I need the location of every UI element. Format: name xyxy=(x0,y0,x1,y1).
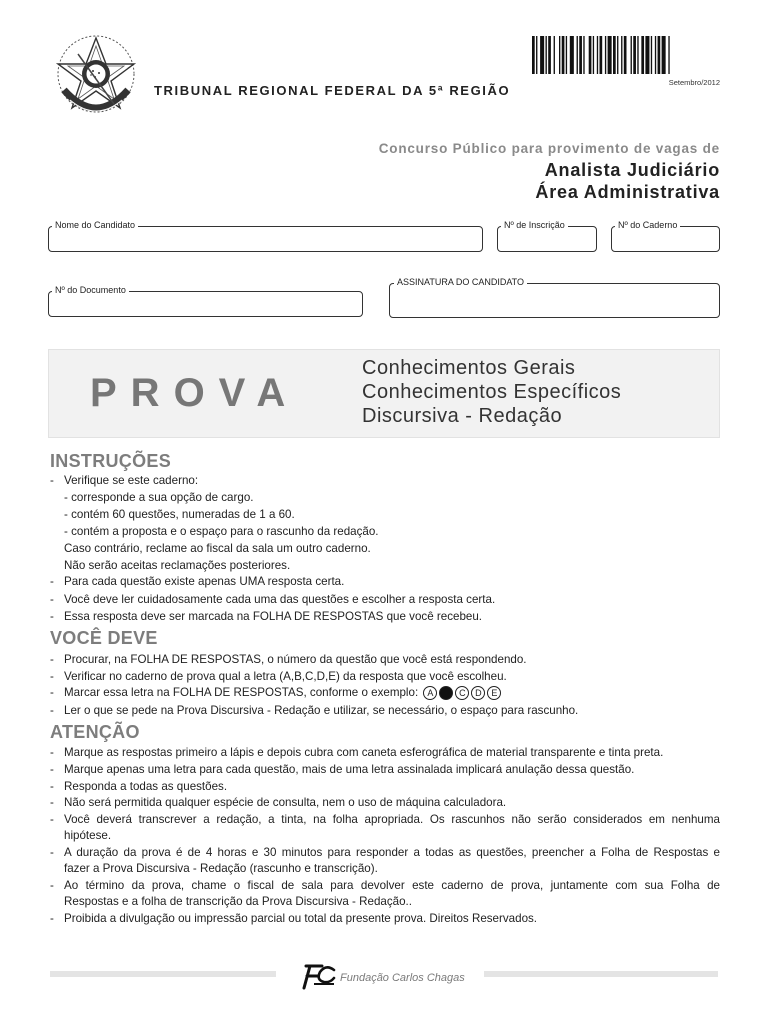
barcode-bar xyxy=(562,36,565,74)
barcode-bar xyxy=(651,36,652,74)
answer-example-a-icon: A xyxy=(423,686,437,700)
cargo-area: Área Administrativa xyxy=(535,182,720,202)
barcode-bar xyxy=(566,36,567,74)
bullet-dash: - xyxy=(50,846,54,859)
bullet-dash: - xyxy=(50,704,54,717)
footer-bar-right xyxy=(484,971,718,977)
voce-deve-line: Verificar no caderno de prova qual a letra (A,B,C,D,E) da resposta que você escolheu. xyxy=(64,670,507,683)
atencao-line: Responda a todas as questões. xyxy=(64,780,228,793)
voce-deve-heading: VOCÊ DEVE xyxy=(50,628,158,648)
atencao-line: Não será permitida qualquer espécie de consulta, nem o uso de máquina calculadora. xyxy=(64,796,507,809)
barcode-bar xyxy=(613,36,616,74)
barcode-bar xyxy=(536,36,537,74)
prova-subject-2: Conhecimentos Específicos xyxy=(362,381,622,403)
bullet-dash: - xyxy=(50,575,54,588)
brazil-coat-of-arms-seal xyxy=(48,30,144,126)
atencao-line: Proibida a divulgação ou impressão parcial ou total da presente prova. Direitos Reservados. xyxy=(64,912,538,925)
barcode-bar xyxy=(658,36,661,74)
tribunal-title: TRIBUNAL REGIONAL FEDERAL DA 5ª REGIÃO xyxy=(154,83,511,98)
barcode-bar xyxy=(637,36,638,74)
barcode-bar xyxy=(631,36,632,74)
bullet-dash: - xyxy=(50,912,54,925)
instruction-line: - contém a proposta e o espaço para o rascunho da redação. xyxy=(64,525,379,538)
atencao-line: A duração da prova é de 4 horas e 30 minutos para responder a todas as questões, preencher a Folha de Respostas e xyxy=(64,846,720,859)
prova-subject-3: Discursiva - Redação xyxy=(362,405,563,427)
foundation-name: Fundação Carlos Chagas xyxy=(340,972,465,984)
instruction-line: Não serão aceitas reclamações posteriores. xyxy=(64,559,291,572)
fcc-logo-icon xyxy=(300,962,336,990)
barcode-bar xyxy=(641,36,644,74)
bullet-dash: - xyxy=(50,879,54,892)
bullet-dash: - xyxy=(50,746,54,759)
barcode-bar xyxy=(624,36,627,74)
bullet-dash: - xyxy=(50,593,54,606)
barcode xyxy=(532,36,720,74)
barcode-bar xyxy=(597,36,598,74)
barcode-bar xyxy=(605,36,606,74)
instruction-line: Caso contrário, reclame ao fiscal da sala um outro caderno. xyxy=(64,542,371,555)
document-number-label: Nº do Documento xyxy=(52,285,129,295)
prova-subject-1: Conhecimentos Gerais xyxy=(362,357,576,379)
barcode-bar xyxy=(655,36,656,74)
instruction-line: - corresponde a sua opção de cargo. xyxy=(64,491,254,504)
answer-example-d-icon: D xyxy=(471,686,485,700)
cargo-title: Analista Judiciário xyxy=(544,160,720,180)
registration-number-label: Nº de Inscrição xyxy=(501,220,568,230)
bullet-dash: - xyxy=(50,686,54,699)
answer-example-c-icon: C xyxy=(455,686,469,700)
candidate-name-label: Nome do Candidato xyxy=(52,220,138,230)
barcode-bar xyxy=(593,36,594,74)
bullet-dash: - xyxy=(50,610,54,623)
atencao-line: Ao término da prova, chame o fiscal de sala para devolver este caderno de prova, juntamente com sua Folha de xyxy=(64,879,720,892)
instructions-heading: INSTRUÇÕES xyxy=(50,451,172,471)
footer-bar-left xyxy=(50,971,276,977)
barcode-bar xyxy=(608,36,612,74)
atencao-line: Marque as respostas primeiro a lápis e depois cubra com caneta esferográfica de material transparente e tinta preta. xyxy=(64,746,664,759)
signature-field[interactable] xyxy=(389,283,720,318)
instruction-line: Você deve ler cuidadosamente cada uma das questões e escolher a resposta certa. xyxy=(64,593,496,606)
atencao-line: Você deverá transcrever a redação, a tinta, na folha apropriada. Os rascunhos não serão considerados em nenhuma xyxy=(64,813,720,826)
voce-deve-line: Ler o que se pede na Prova Discursiva - Redação e utilizar, se necessário, o espaço para rascunho. xyxy=(64,704,579,717)
exam-date: Setembro/2012 xyxy=(668,78,720,87)
atencao-heading: ATENÇÃO xyxy=(50,722,140,742)
barcode-bar xyxy=(600,36,603,74)
bullet-dash: - xyxy=(50,780,54,793)
barcode-bar xyxy=(546,36,547,74)
atencao-line: Marque apenas uma letra para cada questão, mais de uma letra assinalada implicará anulação dessa questão. xyxy=(64,763,635,776)
instruction-line: Para cada questão existe apenas UMA resposta certa. xyxy=(64,575,345,588)
voce-deve-line-text: Marcar essa letra na FOLHA DE RESPOSTAS, conforme o exemplo: xyxy=(64,686,419,700)
barcode-bar xyxy=(589,36,592,74)
bullet-dash: - xyxy=(50,763,54,776)
barcode-bar xyxy=(579,36,582,74)
barcode-bar xyxy=(577,36,578,74)
barcode-bar xyxy=(668,36,669,74)
instruction-line: Verifique se este caderno: xyxy=(64,474,199,487)
atencao-line: fazer a Prova Discursiva - Redação (rascunho e transcrição). xyxy=(64,862,378,875)
barcode-bar xyxy=(532,36,535,74)
concurso-subtitle: Concurso Público para provimento de vagas de xyxy=(378,141,720,156)
barcode-bar xyxy=(548,36,551,74)
barcode-bar xyxy=(662,36,666,74)
bullet-dash: - xyxy=(50,670,54,683)
voce-deve-line xyxy=(64,686,501,700)
bullet-dash: - xyxy=(50,653,54,666)
bullet-dash: - xyxy=(50,813,54,826)
barcode-bar xyxy=(540,36,544,74)
barcode-bar xyxy=(633,36,636,74)
atencao-line: Respostas e a folha de transcrição da Prova Discursiva - Redação.. xyxy=(64,895,412,908)
barcode-bar xyxy=(645,36,649,74)
barcode-bar xyxy=(617,36,618,74)
barcode-bar xyxy=(570,36,574,74)
barcode-bar xyxy=(583,36,584,74)
voce-deve-line: Procurar, na FOLHA DE RESPOSTAS, o número da questão que você está respondendo. xyxy=(64,653,527,666)
answer-example-e-icon: E xyxy=(487,686,501,700)
barcode-bar xyxy=(621,36,622,74)
barcode-bar xyxy=(554,36,555,74)
atencao-line: hipótese. xyxy=(64,829,112,842)
instruction-line: - contém 60 questões, numeradas de 1 a 60. xyxy=(64,508,295,521)
booklet-number-label: Nº do Caderno xyxy=(615,220,680,230)
answer-example-filled-icon xyxy=(439,686,453,700)
bullet-dash: - xyxy=(50,474,54,487)
bullet-dash: - xyxy=(50,796,54,809)
signature-label: ASSINATURA DO CANDIDATO xyxy=(394,277,527,287)
instruction-line: Essa resposta deve ser marcada na FOLHA DE RESPOSTAS que você recebeu. xyxy=(64,610,483,623)
prova-title: PROVA xyxy=(90,371,300,415)
barcode-bar xyxy=(559,36,560,74)
